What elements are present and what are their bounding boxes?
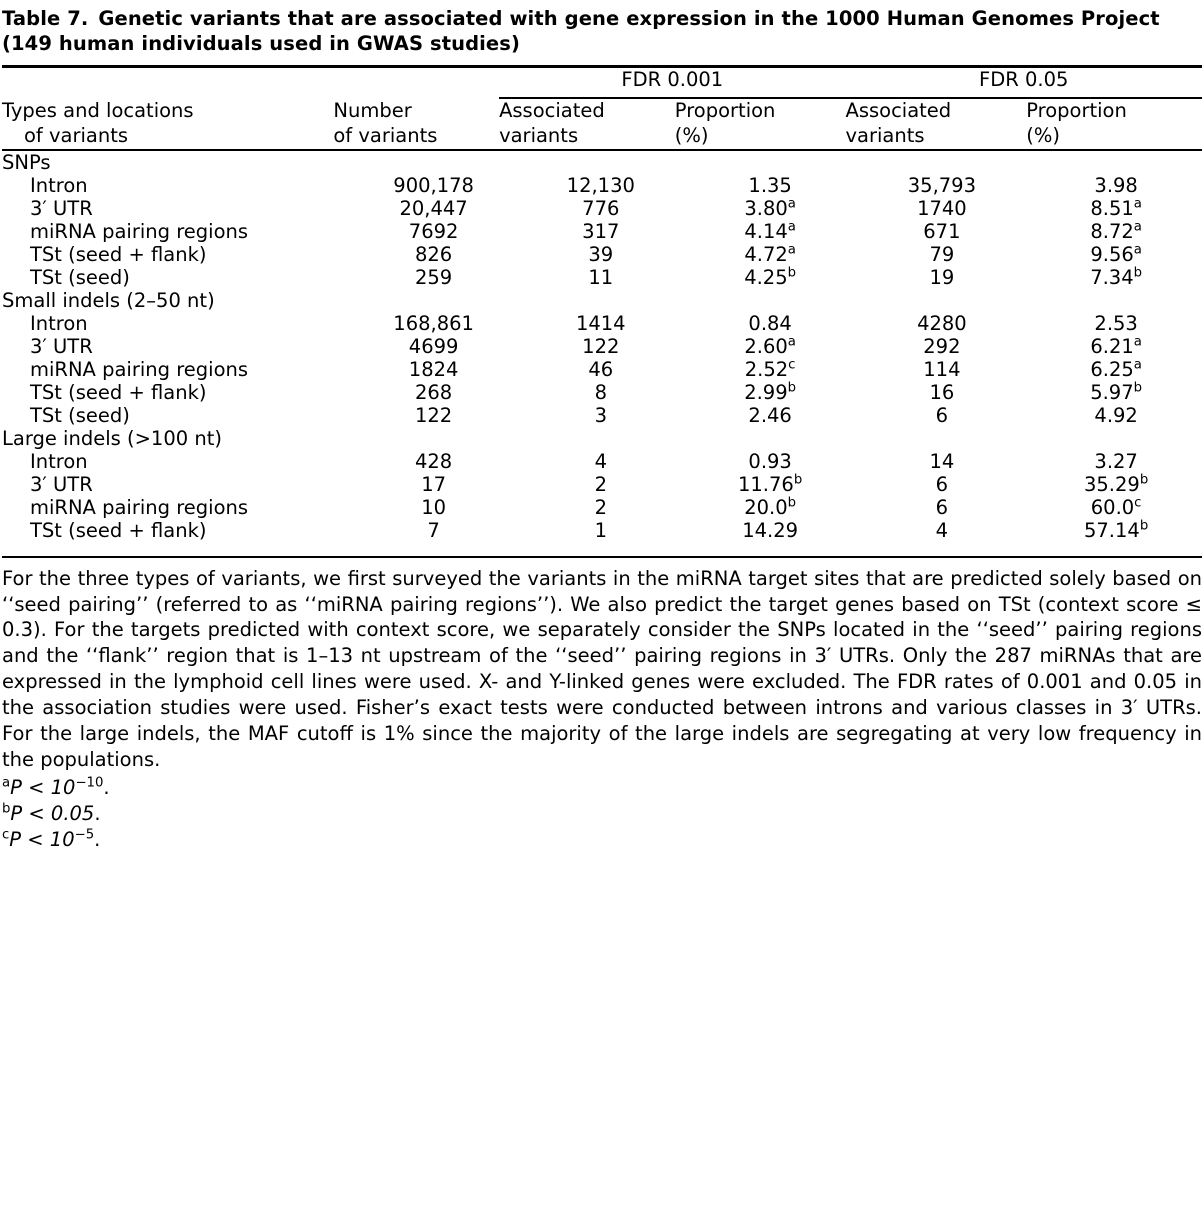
- cell-number-of-variants: 168,861: [393, 311, 474, 335]
- table-row: [2, 174, 1202, 197]
- cell-proportion-fdr005: 2.53: [1094, 311, 1138, 335]
- significance-marker: a: [1133, 334, 1142, 350]
- group-header-fdr-0001: FDR 0.001: [621, 67, 724, 91]
- cell-number-of-variants: 7: [427, 518, 440, 542]
- significance-marker: a: [787, 219, 796, 235]
- cell-proportion-fdr0001: 3.80$^a$: [744, 196, 796, 220]
- table-row: [2, 473, 1202, 496]
- cell-associated-fdr0001: 11: [588, 265, 614, 289]
- cell-number-of-variants: 900,178: [393, 173, 474, 197]
- cell-proportion-fdr0001: 2.99$^b$: [744, 380, 797, 404]
- cell-proportion-fdr005: 8.51$^a$: [1090, 196, 1142, 220]
- cell-proportion-fdr005: 57.14$^b$: [1083, 518, 1149, 542]
- cell-proportion-fdr0001: 1.35: [748, 173, 792, 197]
- variants-table: [2, 68, 1202, 149]
- cell-proportion-fdr005: 60.0$^c$: [1090, 495, 1142, 519]
- row-label: TSt (seed): [30, 403, 130, 427]
- cell-associated-fdr005: 4280: [917, 311, 967, 335]
- cell-associated-fdr005: 6: [935, 403, 949, 427]
- cell-proportion-fdr005: 9.56$^a$: [1090, 242, 1142, 266]
- cell-proportion-fdr0001: 2.46: [748, 403, 792, 427]
- group-rule-fdr-005: [845, 91, 1202, 98]
- footnote-mark-text: P < 10: [10, 775, 76, 799]
- footnote-mark-tail: .: [94, 801, 101, 825]
- cell-number-of-variants: 7692: [408, 219, 459, 243]
- section-title: SNPs: [2, 150, 51, 174]
- row-label: miRNA pairing regions: [30, 219, 249, 243]
- group-header-fdr-005: FDR 0.05: [979, 67, 1069, 91]
- table-row: [2, 496, 1202, 519]
- cell-associated-fdr0001: 122: [582, 334, 620, 358]
- rule-spacer-1: [2, 91, 333, 98]
- column-header-assoc2-line1: Associated: [845, 98, 952, 122]
- cell-associated-fdr005: 35,793: [907, 173, 976, 197]
- table-row: [2, 220, 1202, 243]
- significance-marker: a: [1133, 357, 1142, 373]
- section-title: Large indels (>100 nt): [2, 426, 222, 450]
- column-header-assoc1-line1: Associated: [499, 98, 605, 122]
- footnote-mark-text: P < 10: [9, 827, 75, 851]
- cell-number-of-variants: 17: [421, 472, 447, 496]
- cell-proportion-fdr0001: 11.76$^b$: [737, 472, 803, 496]
- table-row: [2, 450, 1202, 473]
- cell-number-of-variants: 428: [414, 449, 453, 473]
- footnote-mark: [2, 827, 1202, 853]
- cell-associated-fdr0001: 3: [594, 403, 607, 427]
- row-label: Intron: [30, 173, 88, 197]
- significance-marker: b: [793, 472, 803, 488]
- footnote-mark-tail: .: [103, 775, 110, 799]
- cell-associated-fdr005: 114: [923, 357, 961, 381]
- cell-associated-fdr005: 6: [935, 495, 949, 519]
- row-label: TSt (seed + flank): [30, 518, 207, 542]
- cell-proportion-fdr0001: 14.29: [742, 518, 799, 542]
- cell-proportion-fdr0001: 2.52$^c$: [744, 357, 796, 381]
- section-title: Small indels (2–50 nt): [2, 288, 215, 312]
- footnote-mark-tail: .: [94, 827, 101, 851]
- cell-associated-fdr005: 79: [929, 242, 955, 266]
- footnote-body: For the three types of variants, we first surveyed the variants in the miRNA target sites that are predicted solely based on ‘‘seed pairing’’ (referred to as ‘‘miRNA pairing regions’’). We also predict the target genes based on TSt (context score ≤ 0.3). For the targets predicted with context score, we separately consider the SNPs located in the ‘‘seed’’ pairing regions and the ‘‘flank’’ region that is 1–13 nt upstream of the ‘‘seed’’ pairing regions in 3′ UTRs. Only the 287 miRNAs that are expressed in the lymphoid cell lines were used. X- and Y-linked genes were excluded. The FDR rates of 0.001 and 0.05 in the association studies were used. Fisher’s exact tests were conducted between introns and various classes in 3′ UTRs. For the large indels, the MAF cutoff is 1% since the majority of the large indels are segregating at very low frequency in the populations.: [2, 566, 1202, 772]
- row-label: miRNA pairing regions: [30, 357, 249, 381]
- variants-table-body: [2, 151, 1202, 542]
- cell-associated-fdr0001: 8: [594, 380, 607, 404]
- group-header-spacer: [2, 68, 333, 91]
- column-header-number: [333, 98, 499, 149]
- significance-marker: a: [787, 196, 796, 212]
- column-header-assoc1-line2: variants: [499, 123, 579, 147]
- cell-number-of-variants: 826: [414, 242, 453, 266]
- cell-associated-fdr0001: 1414: [575, 311, 626, 335]
- table-row: [2, 519, 1202, 542]
- footnote-mark: [2, 775, 1202, 801]
- cell-proportion-fdr005: 35.29$^b$: [1083, 472, 1149, 496]
- row-label: miRNA pairing regions: [30, 495, 249, 519]
- table-row: [2, 335, 1202, 358]
- cell-associated-fdr005: 16: [929, 380, 955, 404]
- cell-associated-fdr005: 292: [923, 334, 961, 358]
- cell-proportion-fdr005: 4.92: [1094, 403, 1138, 427]
- row-label: 3′ UTR: [30, 472, 93, 496]
- cell-proportion-fdr005: 7.34$^b$: [1090, 265, 1143, 289]
- cell-proportion-fdr0001: 4.72$^a$: [744, 242, 796, 266]
- cell-proportion-fdr005: 3.27: [1094, 449, 1138, 473]
- row-label: TSt (seed): [30, 265, 130, 289]
- cell-associated-fdr0001: 46: [588, 357, 614, 381]
- footnote-mark-symbol: b: [2, 801, 11, 817]
- significance-marker: b: [1133, 380, 1143, 396]
- cell-associated-fdr0001: 317: [582, 219, 620, 243]
- cell-proportion-fdr0001: 4.14$^a$: [744, 219, 796, 243]
- significance-marker: a: [1133, 219, 1142, 235]
- row-label: Intron: [30, 449, 88, 473]
- table-row: [2, 381, 1202, 404]
- footnote-mark-exponent: −5: [74, 827, 95, 843]
- cell-associated-fdr005: 6: [935, 472, 949, 496]
- footnote-mark-symbol: a: [2, 775, 11, 791]
- cell-proportion-fdr005: 3.98: [1094, 173, 1138, 197]
- table-row: [2, 197, 1202, 220]
- group-header-row: [2, 68, 1202, 91]
- table-caption: [2, 4, 1202, 65]
- row-label: TSt (seed + flank): [30, 242, 207, 266]
- cell-number-of-variants: 10: [421, 495, 447, 519]
- row-label: 3′ UTR: [30, 196, 93, 220]
- column-header-row: [2, 98, 1202, 149]
- table-bottom-spacer: [2, 542, 1202, 556]
- column-header-proportion-fdr0001: [675, 98, 846, 149]
- table-body: [2, 151, 1202, 542]
- column-header-proportion-fdr005: [1026, 98, 1202, 149]
- column-header-types-line1: Types and locations: [2, 98, 194, 122]
- table-footnote: [2, 558, 1202, 853]
- cell-associated-fdr0001: 1: [594, 518, 607, 542]
- table-head: [2, 68, 1202, 149]
- table-caption-label: Table 7.: [2, 7, 89, 30]
- group-header-rule-row: [2, 91, 1202, 98]
- table-row: [2, 312, 1202, 335]
- table-row: [2, 404, 1202, 427]
- column-header-assoc2-line2: variants: [845, 123, 925, 147]
- cell-number-of-variants: 4699: [408, 334, 459, 358]
- cell-associated-fdr0001: 2: [594, 495, 607, 519]
- row-label: TSt (seed + flank): [30, 380, 207, 404]
- cell-proportion-fdr0001: 0.84: [748, 311, 792, 335]
- table-section-row: [2, 289, 1202, 312]
- rule-spacer-2: [333, 91, 499, 98]
- table-row: [2, 243, 1202, 266]
- significance-marker: b: [787, 380, 797, 396]
- cell-proportion-fdr0001: 20.0$^b$: [744, 495, 797, 519]
- column-header-associated-fdr0001: [499, 98, 675, 149]
- cell-proportion-fdr005: 6.21$^a$: [1090, 334, 1142, 358]
- cell-number-of-variants: 1824: [408, 357, 459, 381]
- significance-marker: c: [788, 357, 796, 373]
- table-row: [2, 266, 1202, 289]
- cell-proportion-fdr0001: 2.60$^a$: [744, 334, 796, 358]
- significance-marker: a: [1133, 196, 1142, 212]
- cell-associated-fdr0001: 12,130: [566, 173, 635, 197]
- column-header-types-line2: of variants: [24, 123, 129, 147]
- cell-associated-fdr005: 14: [929, 449, 955, 473]
- significance-marker: b: [787, 495, 797, 511]
- table-section-row: [2, 427, 1202, 450]
- cell-number-of-variants: 122: [414, 403, 453, 427]
- significance-marker: a: [1133, 242, 1142, 258]
- significance-marker: a: [787, 242, 796, 258]
- column-header-associated-fdr005: [845, 98, 1026, 149]
- cell-proportion-fdr005: 6.25$^a$: [1090, 357, 1142, 381]
- significance-marker: a: [787, 334, 796, 350]
- cell-number-of-variants: 259: [414, 265, 453, 289]
- significance-marker: b: [1133, 265, 1143, 281]
- cell-number-of-variants: 268: [414, 380, 453, 404]
- footnote-mark-text: P < 0.05: [10, 801, 95, 825]
- significance-marker: b: [1139, 518, 1149, 534]
- cell-proportion-fdr005: 8.72$^a$: [1090, 219, 1142, 243]
- footnote-significance-marks: [2, 773, 1202, 853]
- cell-associated-fdr005: 4: [935, 518, 949, 542]
- group-header-spacer-2: [333, 68, 499, 91]
- cell-associated-fdr005: 19: [929, 265, 955, 289]
- table-section-row: [2, 151, 1202, 174]
- row-label: Intron: [30, 311, 88, 335]
- cell-associated-fdr0001: 776: [582, 196, 620, 220]
- column-header-prop1-line1: Proportion: [674, 98, 776, 122]
- significance-marker: b: [1139, 472, 1149, 488]
- cell-number-of-variants: 20,447: [399, 196, 468, 220]
- cell-proportion-fdr005: 5.97$^b$: [1090, 380, 1143, 404]
- cell-associated-fdr0001: 39: [588, 242, 614, 266]
- table-caption-text: Genetic variants that are associated with gene expression in the 1000 Human Genomes Project (149 human individuals used in GWAS studies): [2, 7, 1160, 56]
- cell-associated-fdr005: 1740: [917, 196, 967, 220]
- column-header-prop2-line1: Proportion: [1026, 98, 1127, 122]
- column-header-prop1-line2: (%): [674, 123, 709, 147]
- column-header-number-line1: Number: [333, 98, 412, 122]
- footnote-mark: [2, 801, 1202, 827]
- group-rule-fdr-0001: [499, 91, 845, 98]
- footnote-mark-exponent: −10: [75, 775, 104, 791]
- table-row: [2, 358, 1202, 381]
- footnote-mark-symbol: c: [2, 827, 10, 843]
- significance-marker: b: [787, 265, 797, 281]
- column-header-types: [2, 98, 333, 149]
- column-header-prop2-line2: (%): [1026, 123, 1060, 147]
- cell-proportion-fdr0001: 0.93: [748, 449, 792, 473]
- row-label: 3′ UTR: [30, 334, 93, 358]
- cell-associated-fdr0001: 2: [594, 472, 607, 496]
- cell-associated-fdr0001: 4: [594, 449, 607, 473]
- cell-proportion-fdr0001: 4.25$^b$: [744, 265, 797, 289]
- cell-associated-fdr005: 671: [923, 219, 961, 243]
- significance-marker: c: [1134, 495, 1142, 511]
- column-header-number-line2: of variants: [333, 123, 438, 147]
